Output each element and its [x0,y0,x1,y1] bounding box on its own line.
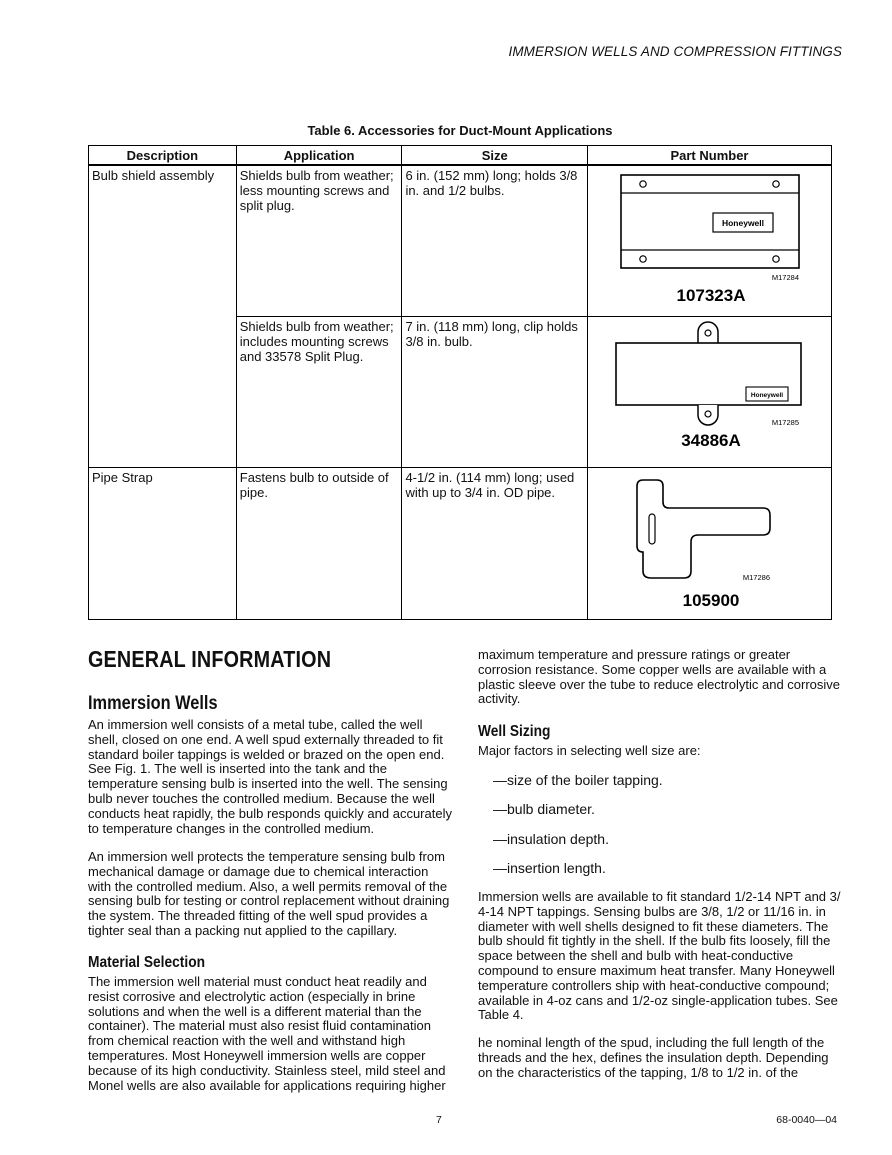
cell-description: Pipe Strap [89,467,237,619]
list-item: —insulation depth. [493,831,609,847]
section-heading: GENERAL INFORMATION [88,646,332,672]
page-number: 7 [436,1114,442,1126]
running-header: IMMERSION WELLS AND COMPRESSION FITTINGS [508,44,842,59]
paragraph: maximum temperature and pressure ratings or greater corrosion resistance. Some copper wells are available with a plastic sleeve over the tube to reduce electrolytic and corrosive activity. [478,647,841,707]
table-row [89,467,832,619]
paragraph: An immersion well consists of a metal tube, called the well shell, closed on one end. A well spud externally threaded to fit standard boiler tappings is welded or brazed on the open end. See Fig. 1. The well is inserted into the tank and the temperature sensing bulb is inserted into the well. The sensing bulb never touches the controlled medium. Because the well conducts heat rapidly, the bulb responds quickly and accurately to temperature changes in the controlled medium. [88,717,452,836]
paragraph: Major factors in selecting well size are: [478,743,701,758]
cell-size: 4-1/2 in. (114 mm) long; used with up to 3/4 in. OD pipe. [402,467,588,619]
cell-size: 7 in. (118 mm) long, clip holds 3/8 in. bulb. [402,316,588,467]
cell-part-figure [587,316,831,467]
part-number: 107323A [676,286,746,305]
column-header: Application [236,146,402,166]
cell-part-figure [587,467,831,619]
paragraph: An immersion well protects the temperature sensing bulb from mechanical damage or damage due to chemical interaction with the controlled medium. Also, a well permits removal of the sensing bulb for testing or control replacement without draining the system. The threaded fitting of the well spud provides a tighter seal than a packing nut applied to the capillary. [88,849,450,938]
paragraph: The immersion well material must conduct heat readily and resist corrosive and electrolytic action (especially in brine solutions and when the well is a different material than the container). The material must also resist fluid contamination from chemical reaction with the well and withstand high temperatures. Most Honeywell immersion wells are copper because of its high conductivity. Stainless steel, mild steel and Monel wells are also available for applications requiring higher [88,974,446,1093]
bulb-shield-34886a-drawing [588,317,830,465]
table-header-row [89,146,832,166]
cell-part-figure [587,165,831,316]
accessories-table [88,145,832,620]
figure-code: M17285 [771,417,799,427]
paragraph: he nominal length of the spud, including the full length of the threads and the hex, defines the insulation depth. Depending on the characteristics of the tapping, 1/8 to 1/2 in. of the [478,1035,829,1080]
subheading-immersion-wells: Immersion Wells [88,693,218,714]
figure-code: M17286 [742,572,770,582]
subheading-well-sizing: Well Sizing [478,723,551,740]
part-number: 105900 [682,590,740,610]
document-code: 68-0040—04 [776,1114,837,1126]
honeywell-logo-text: Honeywell [721,218,764,228]
cell-application: Shields bulb from weather; less mounting screws and split plug. [236,165,402,316]
part-number: 34886A [681,430,741,450]
bulb-shield-107323a-drawing [588,166,830,314]
list-item: —size of the boiler tapping. [493,772,663,788]
column-header: Part Number [587,146,831,166]
list-item: —insertion length. [493,860,606,876]
table-row [89,165,832,316]
column-header: Description [89,146,237,166]
cell-application: Shields bulb from weather; includes mounting screws and 33578 Split Plug. [236,316,402,467]
figure-code: M17284 [771,273,799,282]
column-header: Size [402,146,588,166]
list-item: —bulb diameter. [493,801,595,817]
table-title: Table 6. Accessories for Duct-Mount Applications [307,123,613,138]
cell-description: Bulb shield assembly [89,165,237,467]
cell-application: Fastens bulb to outside of pipe. [236,467,402,619]
honeywell-logo-text: Honeywell [750,391,784,399]
cell-size: 6 in. (152 mm) long; holds 3/8 in. and 1/2 bulbs. [402,165,588,316]
pipe-strap-105900-drawing [588,468,830,618]
paragraph: Immersion wells are available to fit standard 1/2-14 NPT and 3/ 4-14 NPT tappings. Sensing bulbs are 3/8, 1/2 or 11/16 in. in diameter with well shells designed to fit these diameters. The bulb should fit tightly in the shell. If the bulb fits loosely, fill the space between the shell and bulb with heat-conductive compound to ensure maximum heat transfer. Many Honeywell temperature controllers ship with heat-conductive compound; available in 4-oz cans and 1/2-oz single-application tubes. See Table 4. [478,889,841,1023]
subheading-material-selection: Material Selection [88,954,206,971]
